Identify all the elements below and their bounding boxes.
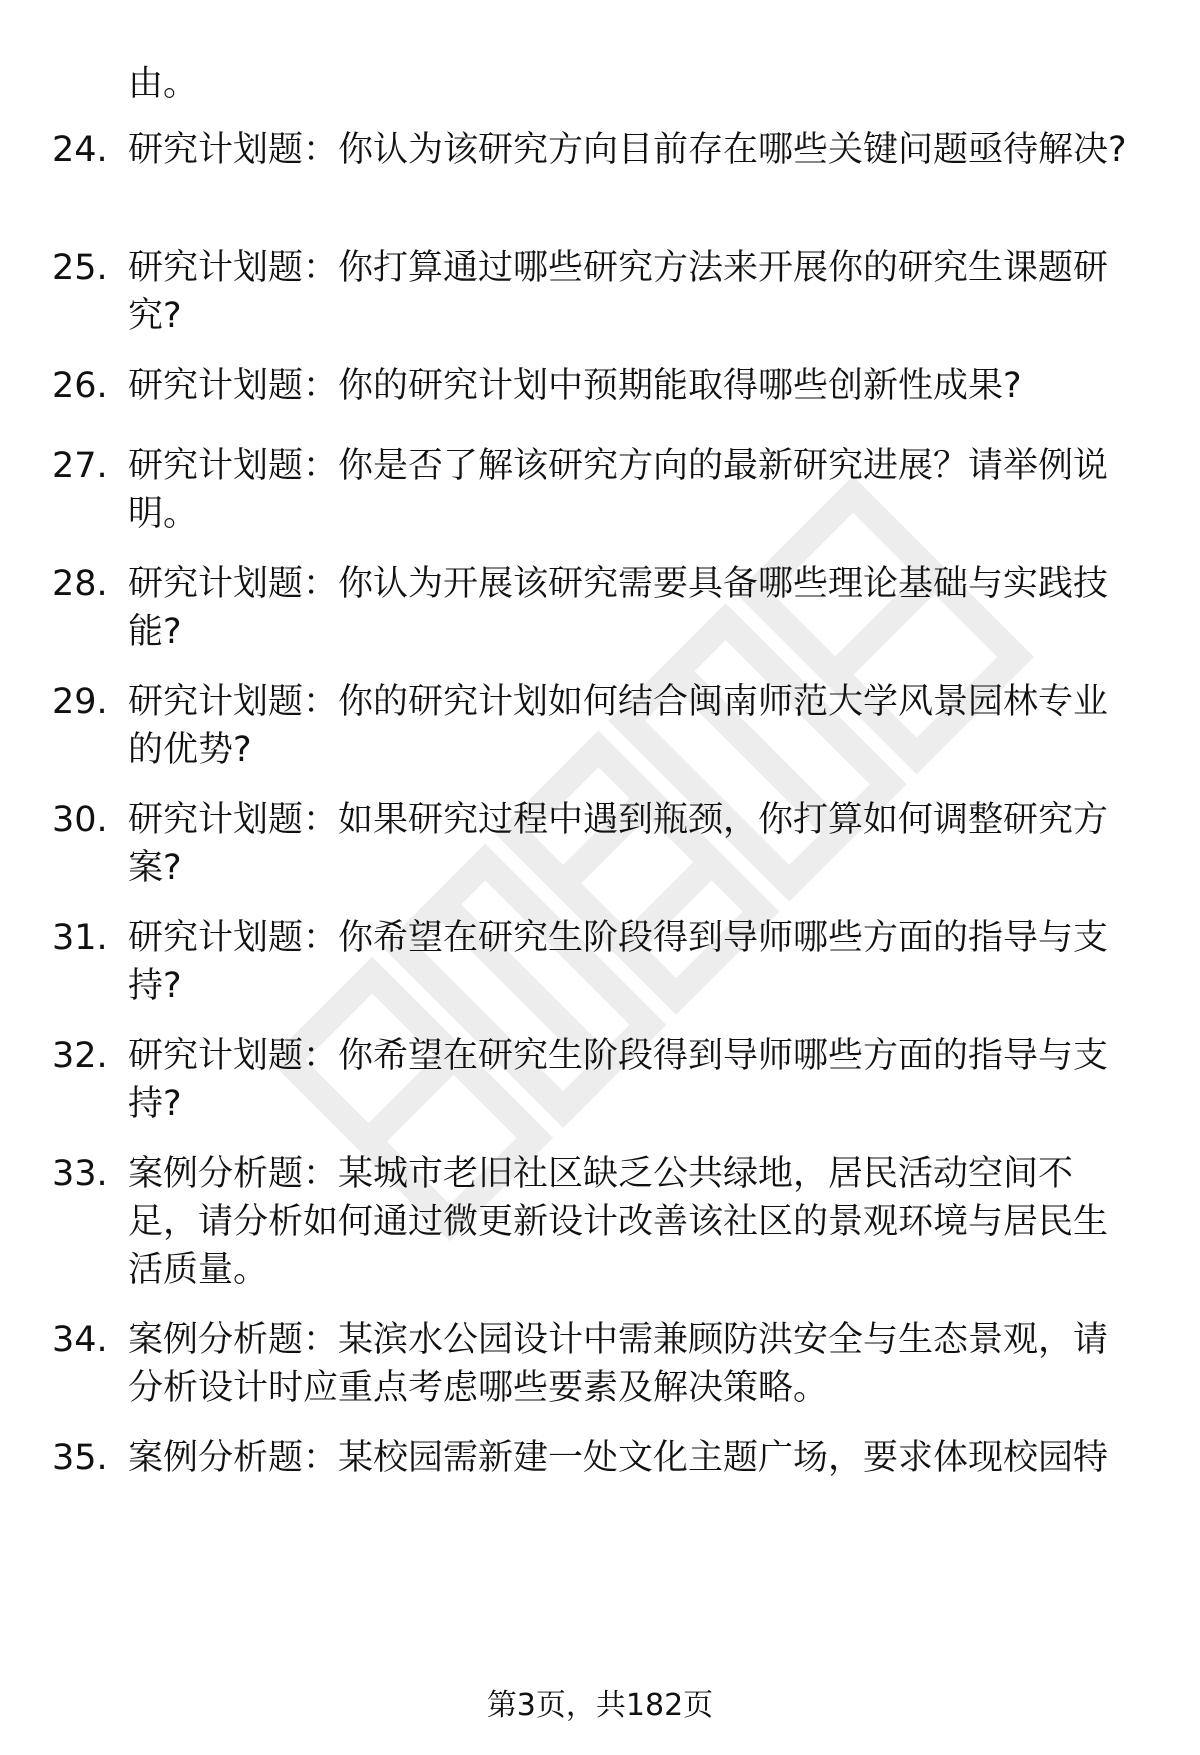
question-number: 26. bbox=[52, 366, 108, 406]
page-footer: 第3页，共182页 bbox=[486, 1688, 714, 1723]
question-text: 案例分析题：某校园需新建一处文化主题广场，要求体现校园特 bbox=[128, 1438, 1109, 1478]
question-text: 研究计划题：你认为开展该研究需要具备哪些理论基础与实践技能? bbox=[128, 564, 1109, 652]
question-number: 34. bbox=[52, 1320, 108, 1360]
question-number: 27. bbox=[52, 446, 108, 486]
question-number: 35. bbox=[52, 1438, 108, 1478]
question-number: 30. bbox=[52, 800, 108, 840]
continued-text: 由。 bbox=[128, 64, 199, 104]
question-text: 研究计划题：你希望在研究生阶段得到导师哪些方面的指导与支持? bbox=[128, 918, 1109, 1006]
question-number: 28. bbox=[52, 564, 108, 604]
question-number: 24. bbox=[52, 130, 108, 170]
question-text: 案例分析题：某城市老旧社区缺乏公共绿地，居民活动空间不足，请分析如何通过微更新设计改善该社区的景观环境与居民生活质量。 bbox=[128, 1154, 1109, 1290]
question-text: 研究计划题：你打算通过哪些研究方法来开展你的研究生课题研究? bbox=[128, 248, 1109, 336]
question-text: 案例分析题：某滨水公园设计中需兼顾防洪安全与生态景观，请分析设计时应重点考虑哪些要素及解决策略。 bbox=[128, 1320, 1109, 1408]
question-number: 25. bbox=[52, 248, 108, 288]
question-text: 研究计划题：如果研究过程中遇到瓶颈，你打算如何调整研究方案? bbox=[128, 800, 1109, 888]
question-text: 研究计划题：你认为该研究方向目前存在哪些关键问题亟待解决? bbox=[128, 130, 1127, 170]
question-text: 研究计划题：你的研究计划如何结合闽南师范大学风景园林专业的优势? bbox=[128, 682, 1109, 770]
question-number: 33. bbox=[52, 1154, 108, 1194]
question-number: 29. bbox=[52, 682, 108, 722]
question-text: 研究计划题：你的研究计划中预期能取得哪些创新性成果? bbox=[128, 366, 1022, 406]
question-number: 32. bbox=[52, 1036, 108, 1076]
question-text: 研究计划题：你是否了解该研究方向的最新研究进展？请举例说明。 bbox=[128, 446, 1109, 534]
question-text: 研究计划题：你希望在研究生阶段得到导师哪些方面的指导与支持? bbox=[128, 1036, 1109, 1124]
question-number: 31. bbox=[52, 918, 108, 958]
